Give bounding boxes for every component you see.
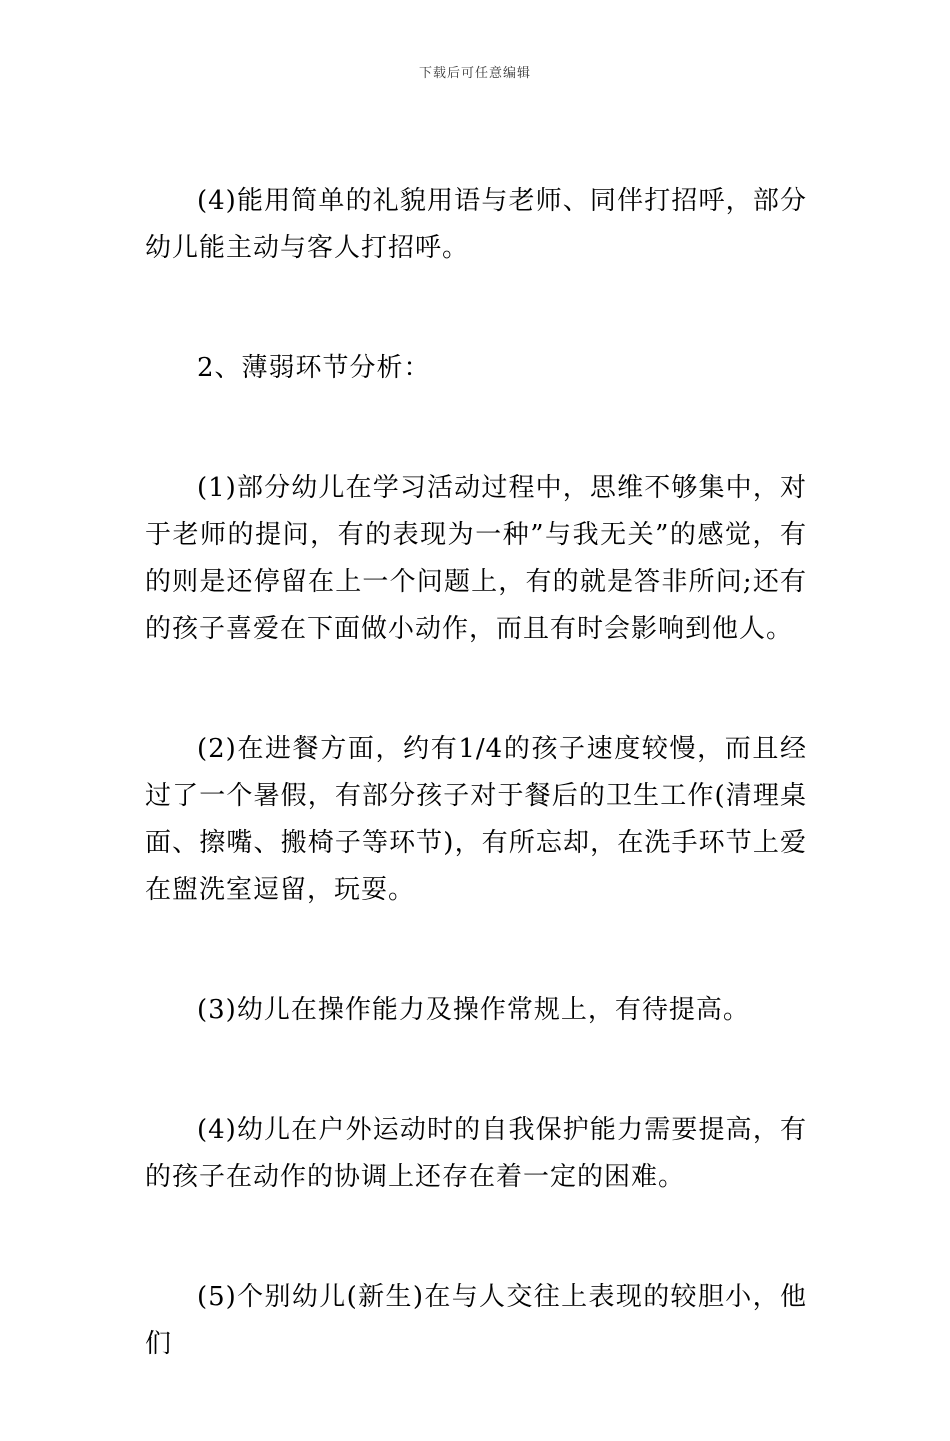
- paragraph-attention: (1)部分幼儿在学习活动过程中，思维不够集中，对于老师的提问，有的表现为一种”与我无关”的感觉，有的则是还停留在上一个问题上，有的就是答非所问;还有的孩子喜爱在下面做小动作，而且有时会影响到他人。: [145, 473, 807, 644]
- paragraph-social: (5)个别幼儿(新生)在与人交往上表现的较胆小，他们: [145, 1282, 807, 1359]
- page-header: 下载后可任意编辑: [418, 66, 531, 81]
- section-heading-weak-links: 2、薄弱环节分析：: [197, 353, 431, 383]
- paragraph-operation: (3)幼儿在操作能力及操作常规上，有待提高。: [197, 995, 750, 1025]
- document-body: [145, 178, 807, 1441]
- paragraph-greeting: (4)能用简单的礼貌用语与老师、同伴打招呼，部分幼儿能主动与客人打招呼。: [145, 186, 807, 263]
- paragraph-dining: (2)在进餐方面，约有1/4的孩子速度较慢，而且经过了一个暑假，有部分孩子对于餐后的卫生工作(清理桌面、擦嘴、搬椅子等环节)，有所忘却，在洗手环节上爱在盥洗室逗留，玩耍。: [145, 734, 807, 905]
- paragraph-outdoor-safety: (4)幼儿在户外运动时的自我保护能力需要提高，有的孩子在动作的协调上还存在着一定的困难。: [145, 1115, 807, 1192]
